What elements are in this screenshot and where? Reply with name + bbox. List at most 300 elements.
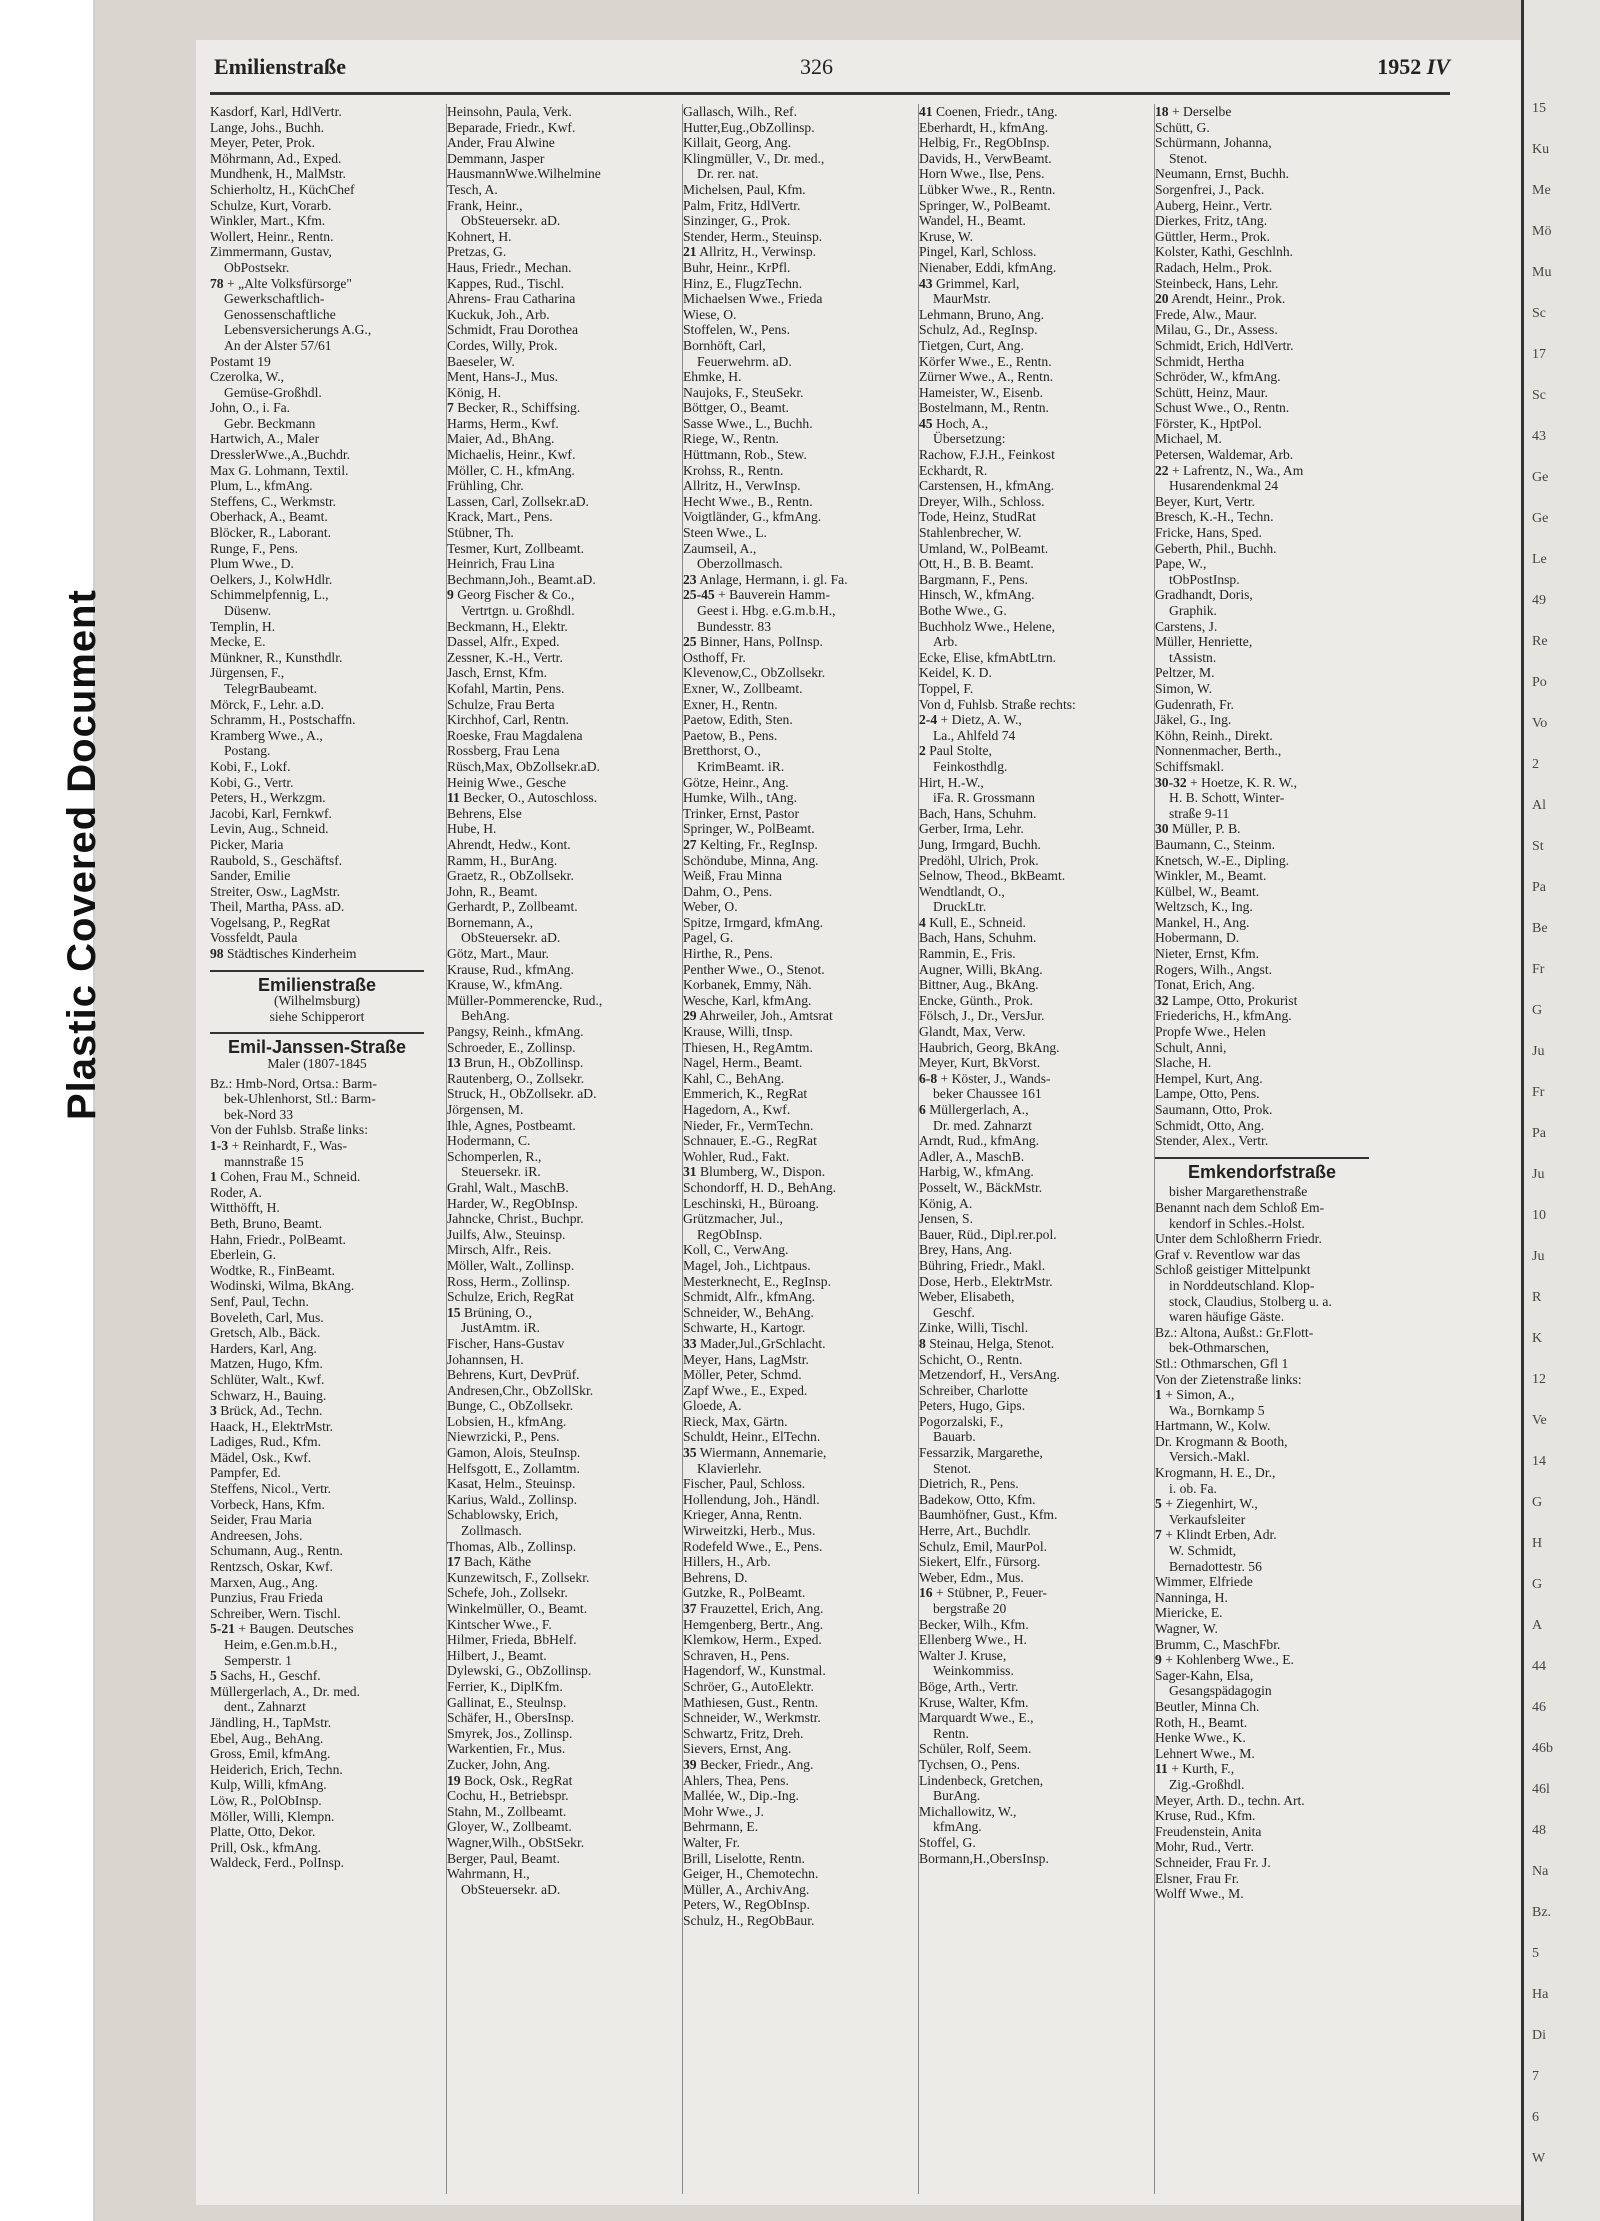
directory-entry: Unter dem Schloßherrn Friedr. bbox=[1155, 1231, 1322, 1247]
directory-entry: TelegrBaubeamt. bbox=[224, 680, 318, 696]
directory-entry: Köhn, Reinh., Direkt. bbox=[1155, 727, 1273, 743]
directory-entry: Zucker, John, Ang. bbox=[447, 1756, 551, 1772]
directory-entry: Kasdorf, Karl, HdlVertr. bbox=[210, 104, 342, 119]
directory-entry: Krohss, R., Rentn. bbox=[683, 462, 784, 478]
directory-entry: Graphik. bbox=[1169, 603, 1217, 618]
directory-entry: John, O., i. Fa. bbox=[210, 400, 291, 416]
house-number: 13 bbox=[447, 1055, 461, 1071]
next-page-fragment: St bbox=[1532, 839, 1544, 854]
directory-entry: Zinke, Willi, Tischl. bbox=[919, 1320, 1029, 1336]
next-page-fragment: K bbox=[1532, 1331, 1543, 1346]
next-page-fragment: Be bbox=[1532, 921, 1548, 936]
next-page-fragment: Al bbox=[1532, 798, 1546, 813]
directory-entry: 32 Lampe, Otto, Prokurist bbox=[1155, 992, 1298, 1008]
directory-entry: Stl.: Othmarschen, Gfl 1 bbox=[1155, 1355, 1289, 1371]
directory-entry: Bach, Hans, Schuhm. bbox=[919, 805, 1037, 821]
directory-entry: Blöcker, R., Laborant. bbox=[210, 525, 332, 541]
directory-entry: Bittner, Aug., BkAng. bbox=[919, 977, 1039, 993]
directory-entry: Picker, Maria bbox=[210, 836, 284, 852]
directory-entry: 33 Mader,Jul.,GrSchlacht. bbox=[683, 1335, 826, 1351]
directory-entry: Gallinat, E., Steulnsp. bbox=[447, 1694, 567, 1710]
directory-entry: Heim, e.Gen.m.b.H., bbox=[224, 1637, 338, 1652]
directory-entry: Marquardt Wwe., E., bbox=[919, 1710, 1034, 1726]
directory-entry: Zessner, K.-H., Vertr. bbox=[447, 649, 563, 665]
directory-entry: Gerber, Irma, Lehr. bbox=[919, 821, 1024, 837]
directory-entry: waren häufige Gäste. bbox=[1169, 1309, 1285, 1325]
directory-entry: Rautenberg, O., Zollsekr. bbox=[447, 1070, 585, 1086]
directory-entry: Ehmke, H. bbox=[683, 369, 742, 385]
directory-entry: Magel, Joh., Lichtpaus. bbox=[683, 1257, 811, 1273]
directory-entry: Smyrek, Jos., Zollinsp. bbox=[447, 1725, 573, 1741]
directory-entry: Helbig, Fr., RegObInsp. bbox=[919, 135, 1050, 151]
directory-entry: Matzen, Hugo, Kfm. bbox=[210, 1356, 323, 1372]
directory-entry: Tode, Heinz, StudRat bbox=[919, 509, 1036, 525]
directory-entry: Wa., Bornkamp 5 bbox=[1169, 1402, 1265, 1418]
directory-entry: Steen Wwe., L. bbox=[683, 525, 767, 541]
directory-entry: Hagedorn, A., Kwf. bbox=[683, 1102, 791, 1117]
directory-entry: Schulz, Ad., RegInsp. bbox=[919, 322, 1038, 338]
house-number: 21 bbox=[683, 244, 697, 260]
directory-entry: Juilfs, Alw., Steuinsp. bbox=[447, 1226, 566, 1242]
directory-entry: Plum Wwe., D. bbox=[210, 556, 294, 572]
directory-entry: Schiffsmakl. bbox=[1155, 758, 1224, 774]
directory-entry: Schmidt, Alfr., kfmAng. bbox=[683, 1289, 816, 1305]
directory-entry: Voigtländer, G., kfmAng. bbox=[683, 509, 822, 525]
next-page-fragment: 15 bbox=[1532, 101, 1546, 116]
directory-entry: Bühring, Friedr., Makl. bbox=[919, 1257, 1046, 1273]
directory-entry: Förster, K., HptPol. bbox=[1155, 415, 1262, 431]
directory-entry: mannstraße 15 bbox=[224, 1153, 304, 1169]
directory-entry: Weber, Edm., Mus. bbox=[919, 1569, 1024, 1585]
next-page-fragment: Pa bbox=[1532, 1126, 1546, 1141]
directory-entry: Krause, W., kfmAng. bbox=[447, 977, 563, 993]
directory-entry: Kruse, Walter, Kfm. bbox=[919, 1694, 1029, 1710]
directory-entry: Schürmann, Johanna, bbox=[1155, 135, 1272, 151]
directory-entry: DruckLtr. bbox=[933, 899, 987, 915]
directory-entry: Bretthorst, O., bbox=[683, 743, 761, 759]
next-page-fragment: Pa bbox=[1532, 880, 1546, 895]
directory-entry: Graf v. Reventlow war das bbox=[1155, 1246, 1301, 1262]
directory-entry: Schwarte, H., Kartogr. bbox=[683, 1320, 806, 1336]
directory-entry: Stübner, Th. bbox=[447, 525, 514, 541]
directory-entry: Lampe, Otto, Pens. bbox=[1155, 1086, 1260, 1102]
directory-entry: Meyer, Kurt, BkVorst. bbox=[919, 1055, 1041, 1071]
directory-entry: tAssistn. bbox=[1169, 649, 1217, 665]
house-number: 9 bbox=[447, 587, 454, 603]
directory-entry: Gradhandt, Doris, bbox=[1155, 587, 1253, 603]
directory-entry: Bresch, K.-H., Techn. bbox=[1155, 509, 1274, 525]
directory-entry: Auberg, Heinr., Vertr. bbox=[1155, 197, 1273, 213]
directory-entry: Körfer Wwe., E., Rentn. bbox=[919, 353, 1052, 369]
house-number: 11 bbox=[1155, 1761, 1168, 1777]
next-page-fragment: 17 bbox=[1532, 347, 1546, 362]
directory-entry: Fölsch, J., Dr., VersJur. bbox=[919, 1008, 1045, 1024]
directory-entry: Rogers, Wilh., Angst. bbox=[1155, 961, 1273, 977]
directory-entry: Wagner, W. bbox=[1155, 1621, 1218, 1636]
directory-entry: Mecke, E. bbox=[210, 634, 266, 650]
directory-entry: Plum, L., kfmAng. bbox=[210, 478, 313, 494]
directory-entry: Hempel, Kurt, Ang. bbox=[1155, 1070, 1263, 1086]
directory-entry: Pogorzalski, F., bbox=[919, 1413, 1004, 1429]
directory-entry: Frank, Heinr., bbox=[447, 197, 523, 213]
directory-entry: Ment, Hans-J., Mus. bbox=[447, 369, 559, 385]
directory-entry: ObSteuersekr. aD. bbox=[461, 930, 561, 946]
directory-entry: Schuldt, Heinr., ElTechn. bbox=[683, 1429, 821, 1445]
next-page-fragment: 2 bbox=[1532, 757, 1539, 772]
next-page-fragment: Ha bbox=[1532, 1987, 1549, 2002]
directory-entry: Versich.-Makl. bbox=[1169, 1449, 1250, 1465]
directory-entry: Slache, H. bbox=[1155, 1055, 1212, 1071]
next-page-edge bbox=[1521, 0, 1600, 2221]
directory-entry: Weinkommiss. bbox=[933, 1663, 1014, 1679]
directory-entry: Ihle, Agnes, Postbeamt. bbox=[447, 1117, 576, 1133]
directory-entry: Rodefeld Wwe., E., Pens. bbox=[683, 1538, 823, 1554]
directory-entry: Klevenow,C., ObZollsekr. bbox=[683, 665, 826, 681]
directory-entry: Hartwich, A., Maler bbox=[210, 431, 320, 447]
directory-entry: Haus, Friedr., Mechan. bbox=[447, 259, 572, 275]
directory-entry: Peters, H., Werkzgm. bbox=[210, 790, 326, 806]
house-number: 7 bbox=[447, 400, 454, 416]
directory-entry: Schablowsky, Erich, bbox=[447, 1507, 559, 1523]
directory-entry: Hinsch, W., kfmAng. bbox=[919, 587, 1035, 603]
directory-entry: Korbanek, Emmy, Näh. bbox=[683, 977, 812, 993]
directory-entry: Saumann, Otto, Prok. bbox=[1155, 1102, 1273, 1117]
directory-entry: Sander, Emilie bbox=[210, 868, 291, 884]
header-page-number: 326 bbox=[800, 54, 833, 79]
directory-entry: Geest i. Hbg. e.G.m.b.H., bbox=[697, 603, 836, 618]
directory-entry: Schierholtz, H., KüchChef bbox=[210, 181, 355, 197]
directory-entry: Kofahl, Martin, Pens. bbox=[447, 680, 565, 696]
directory-entry: Gross, Emil, kfmAng. bbox=[210, 1746, 331, 1762]
directory-entry: Cordes, Willy, Prok. bbox=[447, 337, 558, 353]
directory-entry: Frühling, Chr. bbox=[447, 478, 524, 494]
house-number: 98 bbox=[210, 946, 224, 962]
next-page-fragment: Ku bbox=[1532, 142, 1550, 157]
directory-entry: JustAmtm. iR. bbox=[461, 1320, 540, 1336]
directory-entry: Krieger, Anna, Rentn. bbox=[683, 1507, 803, 1523]
directory-entry: Michelsen, Paul, Kfm. bbox=[683, 181, 806, 197]
directory-entry: Pampfer, Ed. bbox=[210, 1465, 281, 1481]
directory-entry: Ebel, Aug., BehAng. bbox=[210, 1730, 324, 1746]
directory-entry: Keidel, K. D. bbox=[919, 665, 992, 681]
directory-entry: Schütt, Heinz, Maur. bbox=[1155, 384, 1268, 400]
directory-entry: Ross, Herm., Zollinsp. bbox=[447, 1273, 571, 1289]
directory-entry: Allritz, H., VerwInsp. bbox=[683, 478, 801, 494]
directory-entry: 13 Brun, H., ObZollinsp. bbox=[447, 1055, 584, 1071]
directory-entry: Bauer, Rüd., Dipl.rer.pol. bbox=[919, 1226, 1057, 1242]
directory-entry: Müller-Pommerencke, Rud., bbox=[447, 992, 603, 1008]
directory-entry: Dylewski, G., ObZollinsp. bbox=[447, 1663, 592, 1679]
directory-entry: Henke Wwe., K. bbox=[1155, 1730, 1246, 1746]
directory-entry: Bernadottestr. 56 bbox=[1169, 1558, 1262, 1574]
directory-entry: HausmannWwe.Wilhelmine bbox=[447, 166, 601, 182]
directory-entry: Springer, W., PolBeamt. bbox=[919, 197, 1051, 213]
directory-entry: Stoffel, G. bbox=[919, 1834, 976, 1850]
directory-entry: Gebr. Beckmann bbox=[224, 415, 316, 431]
directory-entry: Kobi, F., Lokf. bbox=[210, 758, 291, 774]
house-number: 5 bbox=[210, 1668, 217, 1684]
house-number: 78 bbox=[210, 275, 224, 291]
next-page-fragment: Ve bbox=[1532, 1413, 1547, 1428]
directory-entry: Hillers, H., Arb. bbox=[683, 1554, 771, 1570]
directory-entry: Jörgensen, M. bbox=[447, 1102, 524, 1117]
directory-entry: Tonat, Erich, Ang. bbox=[1155, 977, 1255, 993]
directory-entry: Demmann, Jasper bbox=[447, 150, 545, 166]
directory-entry: Feinkosthdlg. bbox=[933, 758, 1008, 774]
house-number: 9 bbox=[1155, 1652, 1162, 1668]
directory-entry: 27 Kelting, Fr., RegInsp. bbox=[683, 836, 818, 852]
directory-entry: Jensen, S. bbox=[919, 1211, 973, 1227]
directory-entry: Wimmer, Elfriede bbox=[1155, 1574, 1253, 1590]
directory-entry: Horn Wwe., Ilse, Pens. bbox=[919, 166, 1045, 182]
directory-entry: Lehnert Wwe., M. bbox=[1155, 1745, 1255, 1761]
directory-entry: Behrens, Kurt, DevPrüf. bbox=[447, 1367, 580, 1383]
directory-entry: Gloede, A. bbox=[683, 1398, 742, 1414]
directory-entry: Weiß, Frau Minna bbox=[683, 868, 782, 884]
directory-entry: Hüttmann, Rob., Stew. bbox=[683, 447, 807, 463]
directory-entry: Gamon, Alois, SteuInsp. bbox=[447, 1445, 581, 1461]
directory-entry: Gerhardt, P., Zollbeamt. bbox=[447, 899, 578, 915]
house-number: 25-45 bbox=[683, 587, 715, 603]
directory-entry: Rüsch,Max, ObZollsekr.aD. bbox=[447, 758, 600, 774]
street-section-heading bbox=[210, 1032, 424, 1071]
directory-entry: Dietrich, R., Pens. bbox=[919, 1476, 1019, 1492]
directory-entry: Paetow, B., Pens. bbox=[683, 727, 778, 743]
directory-entry: Adler, A., MaschB. bbox=[919, 1148, 1025, 1164]
directory-entry: Mesterknecht, E., RegInsp. bbox=[683, 1273, 831, 1289]
street-name: Emil-Janssen-Straße bbox=[227, 1037, 407, 1058]
directory-entry: Husarendenkmal 24 bbox=[1169, 478, 1279, 494]
next-page-fragment: Le bbox=[1532, 552, 1547, 567]
next-page-fragment: 46l bbox=[1532, 1782, 1550, 1797]
directory-entry: Bz.: Altona, Außst.: Gr.Flott- bbox=[1155, 1324, 1314, 1340]
directory-entry: Von der Zietenstraße links: bbox=[1155, 1371, 1302, 1387]
directory-entry: Pingel, Karl, Schloss. bbox=[919, 244, 1037, 260]
directory-entry: Knetsch, W.-E., Dipling. bbox=[1155, 852, 1290, 868]
house-number: 15 bbox=[447, 1304, 461, 1320]
directory-entry: 31 Blumberg, W., Dispon. bbox=[683, 1164, 826, 1180]
directory-entry: Peltzer, M. bbox=[1155, 665, 1215, 681]
directory-entry: Düsenw. bbox=[224, 603, 272, 618]
directory-entry: Gutzke, R., PolBeamt. bbox=[683, 1585, 806, 1601]
directory-entry: Dassel, Alfr., Exped. bbox=[447, 634, 560, 650]
directory-entry: Jacobi, Karl, Fernkwf. bbox=[210, 805, 332, 821]
directory-entry: 35 Wiermann, Annemarie, bbox=[683, 1445, 827, 1461]
directory-entry: Thiesen, H., RegAmtm. bbox=[683, 1039, 813, 1055]
house-number: 31 bbox=[683, 1164, 697, 1180]
directory-entry: Sager-Kahn, Elsa, bbox=[1155, 1667, 1254, 1683]
directory-entry: Jürgensen, F., bbox=[210, 665, 285, 681]
directory-entry: Gewerkschaftlich- bbox=[224, 291, 325, 307]
next-page-fragment: Ge bbox=[1532, 470, 1549, 485]
directory-entry: 7 + Klindt Erben, Adr. bbox=[1155, 1527, 1277, 1543]
directory-entry: Exner, W., Zollbeamt. bbox=[683, 680, 803, 696]
directory-entry: Lassen, Carl, Zollsekr.aD. bbox=[447, 493, 589, 509]
directory-entry: 20 Arendt, Heinr., Prok. bbox=[1155, 291, 1286, 307]
directory-entry: Hutter,Eug.,ObZollinsp. bbox=[683, 119, 815, 135]
directory-entry: Schmidt, Otto, Ang. bbox=[1155, 1117, 1265, 1133]
directory-entry: Kuckuk, Joh., Arb. bbox=[447, 306, 550, 322]
directory-entry: BehAng. bbox=[461, 1008, 510, 1024]
directory-entry: Von der Fuhlsb. Straße links: bbox=[210, 1122, 368, 1138]
directory-entry: Ramm, H., BurAng. bbox=[447, 852, 558, 868]
directory-entry: Davids, H., VerwBeamt. bbox=[919, 150, 1052, 166]
directory-entry: Kobi, G., Vertr. bbox=[210, 774, 294, 790]
directory-entry: Beyer, Kurt, Vertr. bbox=[1155, 493, 1256, 509]
directory-entry: Nieter, Ernst, Kfm. bbox=[1155, 946, 1260, 962]
next-page-fragment: 49 bbox=[1532, 593, 1546, 608]
directory-entry: Humke, Wilh., tAng. bbox=[683, 790, 797, 806]
directory-entry: Müller, A., ArchivAng. bbox=[683, 1881, 810, 1897]
house-number: 29 bbox=[683, 1008, 697, 1024]
directory-entry: Löw, R., PolObInsp. bbox=[210, 1792, 322, 1808]
directory-entry: Badekow, Otto, Kfm. bbox=[919, 1491, 1036, 1507]
directory-entry: Bargmann, F., Pens. bbox=[919, 571, 1028, 587]
directory-entry: Gesangspädagogin bbox=[1169, 1683, 1272, 1699]
directory-entry: Winkelmüller, O., Beamt. bbox=[447, 1601, 588, 1616]
directory-entry: Zig.-Großhdl. bbox=[1169, 1776, 1245, 1792]
directory-entry: Steffens, Nicol., Vertr. bbox=[210, 1481, 332, 1497]
directory-entry: Nagel, Herm., Beamt. bbox=[683, 1055, 803, 1071]
directory-entry: 9 + Kohlenberg Wwe., E. bbox=[1155, 1652, 1294, 1668]
directory-entry: Feuerwehrm. aD. bbox=[697, 353, 792, 369]
directory-entry: Schimmelpfennig, L., bbox=[210, 587, 329, 603]
street-name: Emkendorfstraße bbox=[1187, 1161, 1337, 1182]
directory-entry: 15 Brüning, O., bbox=[447, 1304, 532, 1320]
directory-entry: Schloß geistiger Mittelpunkt bbox=[1155, 1262, 1311, 1278]
directory-entry: Weber, O. bbox=[683, 899, 738, 915]
directory-entry: Winkler, M., Beamt. bbox=[1155, 868, 1267, 884]
column-2 bbox=[446, 104, 661, 2194]
directory-entry: 30 Müller, P. B. bbox=[1155, 821, 1241, 837]
directory-entry: Schlüter, Walt., Kwf. bbox=[210, 1371, 325, 1387]
directory-entry: Pagel, G. bbox=[683, 930, 734, 946]
directory-entry: Lübker Wwe., R., Rentn. bbox=[919, 181, 1056, 197]
directory-entry: Klemkow, Herm., Exped. bbox=[683, 1632, 822, 1648]
directory-entry: Walter, Fr. bbox=[683, 1834, 740, 1850]
directory-entry: Wiese, O. bbox=[683, 306, 737, 322]
directory-entry: Raubold, S., Geschäftsf. bbox=[210, 852, 343, 868]
directory-entry: Hecht Wwe., B., Rentn. bbox=[683, 493, 813, 509]
directory-entry: Zollmasch. bbox=[461, 1523, 522, 1539]
header-street: Emilienstraße bbox=[214, 54, 346, 79]
directory-entry: Frede, Alw., Maur. bbox=[1155, 306, 1257, 322]
directory-entry: Harms, Herm., Kwf. bbox=[447, 415, 559, 431]
directory-entry: Brill, Liselotte, Rentn. bbox=[683, 1850, 805, 1866]
directory-entry: Arndt, Rud., kfmAng. bbox=[919, 1133, 1040, 1149]
directory-entry: Gloyer, W., Zollbeamt. bbox=[447, 1819, 572, 1835]
directory-entry: Karius, Wald., Zollinsp. bbox=[447, 1491, 578, 1507]
house-number: 22 bbox=[1155, 462, 1169, 478]
directory-entry: Freudenstein, Anita bbox=[1155, 1823, 1262, 1839]
directory-entry: Osthoff, Fr. bbox=[683, 649, 746, 665]
directory-entry: Eberhardt, H., kfmAng. bbox=[919, 119, 1049, 135]
directory-entry: Seider, Frau Maria bbox=[210, 1512, 312, 1528]
directory-entry: Riege, W., Rentn. bbox=[683, 431, 779, 447]
directory-entry: Dreyer, Wilh., Schloss. bbox=[919, 493, 1045, 509]
directory-entry: Miericke, E. bbox=[1155, 1605, 1223, 1621]
house-number: 19 bbox=[447, 1772, 461, 1788]
directory-entry: straße 9-11 bbox=[1169, 805, 1230, 821]
street-section-heading bbox=[1155, 1157, 1369, 1181]
directory-entry: Wandel, H., Beamt. bbox=[919, 213, 1026, 229]
directory-entry: dent., Zahnarzt bbox=[224, 1699, 306, 1715]
directory-entry: Propfe Wwe., Helen bbox=[1155, 1024, 1266, 1040]
directory-entry: Hinz, E., FlugzTechn. bbox=[683, 275, 803, 291]
directory-entry: Boveleth, Carl, Mus. bbox=[210, 1309, 324, 1325]
directory-entry: Buhr, Heinr., KrPfl. bbox=[683, 259, 791, 275]
directory-entry: Fessarzik, Margarethe, bbox=[919, 1445, 1043, 1461]
directory-entry: Postang. bbox=[224, 743, 271, 759]
house-number: 23 bbox=[683, 571, 697, 587]
directory-entry: Kohnert, H. bbox=[447, 228, 512, 244]
directory-entry: 1 Cohen, Frau M., Schneid. bbox=[210, 1169, 361, 1185]
directory-entry: Mohr, Rud., Vertr. bbox=[1155, 1839, 1254, 1855]
directory-entry: Schütt, G. bbox=[1155, 119, 1210, 135]
directory-entry: Bz.: Hmb-Nord, Ortsa.: Barm- bbox=[210, 1075, 377, 1091]
directory-entry: Heiderich, Erich, Techn. bbox=[210, 1761, 343, 1777]
directory-entry: Schöndube, Minna, Ang. bbox=[683, 852, 819, 868]
directory-entry: Weber, Elisabeth, bbox=[919, 1289, 1015, 1305]
directory-entry: Mallée, W., Dip.-Ing. bbox=[683, 1788, 799, 1804]
directory-entry: Umland, W., PolBeamt. bbox=[919, 540, 1049, 556]
directory-entry: Möller, C. H., kfmAng. bbox=[447, 462, 575, 478]
directory-entry: Senf, Paul, Techn. bbox=[210, 1293, 309, 1309]
directory-entry: 43 Grimmel, Karl, bbox=[919, 275, 1020, 291]
directory-entry: Buchholz Wwe., Helene, bbox=[919, 618, 1056, 634]
next-page-fragment: 10 bbox=[1532, 1208, 1546, 1223]
directory-entry: Schneider, Frau Fr. J. bbox=[1155, 1854, 1271, 1870]
directory-entry: Lange, Johs., Buchh. bbox=[210, 119, 325, 135]
directory-entry: Michaelsen Wwe., Frieda bbox=[683, 291, 823, 307]
directory-entry: Cochu, H., Betriebspr. bbox=[447, 1788, 569, 1804]
directory-entry: Heinsohn, Paula, Verk. bbox=[447, 104, 572, 119]
directory-entry: 1 + Simon, A., bbox=[1155, 1387, 1235, 1403]
next-page-fragment: 14 bbox=[1532, 1454, 1546, 1469]
house-number: 4 bbox=[919, 914, 926, 930]
directory-entry: Rossberg, Frau Lena bbox=[447, 743, 560, 759]
directory-entry: in Norddeutschland. Klop- bbox=[1169, 1277, 1315, 1293]
directory-entry: Steuersekr. iR. bbox=[461, 1164, 541, 1180]
directory-entry: Springer, W., PolBeamt. bbox=[683, 821, 815, 837]
directory-entry: bisher Margarethenstraße bbox=[1169, 1184, 1308, 1200]
next-page-fragment: H bbox=[1532, 1536, 1543, 1551]
directory-entry: KrimBeamt. iR. bbox=[697, 758, 785, 774]
next-page-fragment: 48 bbox=[1532, 1823, 1546, 1838]
street-section-heading bbox=[210, 970, 424, 1025]
next-page-fragment: Ju bbox=[1532, 1044, 1545, 1059]
directory-entry: Tesch, A. bbox=[447, 181, 498, 197]
directory-entry: Mörck, F., Lehr. a.D. bbox=[210, 696, 325, 712]
directory-entry: Hartmann, W., Kolw. bbox=[1155, 1418, 1271, 1434]
next-page-fragment: Sc bbox=[1532, 306, 1546, 321]
directory-entry: Schust Wwe., O., Rentn. bbox=[1155, 400, 1290, 416]
directory-entry: Exner, H., Rentn. bbox=[683, 696, 778, 712]
directory-entry: Mirsch, Alfr., Reis. bbox=[447, 1242, 552, 1258]
directory-entry: Vertrtgn. u. Großhdl. bbox=[461, 603, 575, 618]
directory-entry: Jahncke, Christ., Buchpr. bbox=[447, 1211, 584, 1227]
directory-entry: Augner, Willi, BkAng. bbox=[919, 961, 1043, 977]
next-page-fragment: Po bbox=[1532, 675, 1547, 690]
directory-entry: Krause, Willi, tInsp. bbox=[683, 1024, 793, 1040]
directory-entry: Ecke, Elise, kfmAbtLtrn. bbox=[919, 649, 1057, 665]
directory-entry: 16 + Stübner, P., Feuer- bbox=[919, 1585, 1048, 1601]
directory-entry: Hemgenberg, Bertr., Ang. bbox=[683, 1616, 824, 1632]
directory-entry: Michaelis, Heinr., Kwf. bbox=[447, 447, 576, 463]
directory-entry: MaurMstr. bbox=[933, 291, 991, 307]
directory-entry: An der Alster 57/61 bbox=[224, 337, 332, 353]
directory-entry: 7 Becker, R., Schiffsing. bbox=[447, 400, 581, 416]
